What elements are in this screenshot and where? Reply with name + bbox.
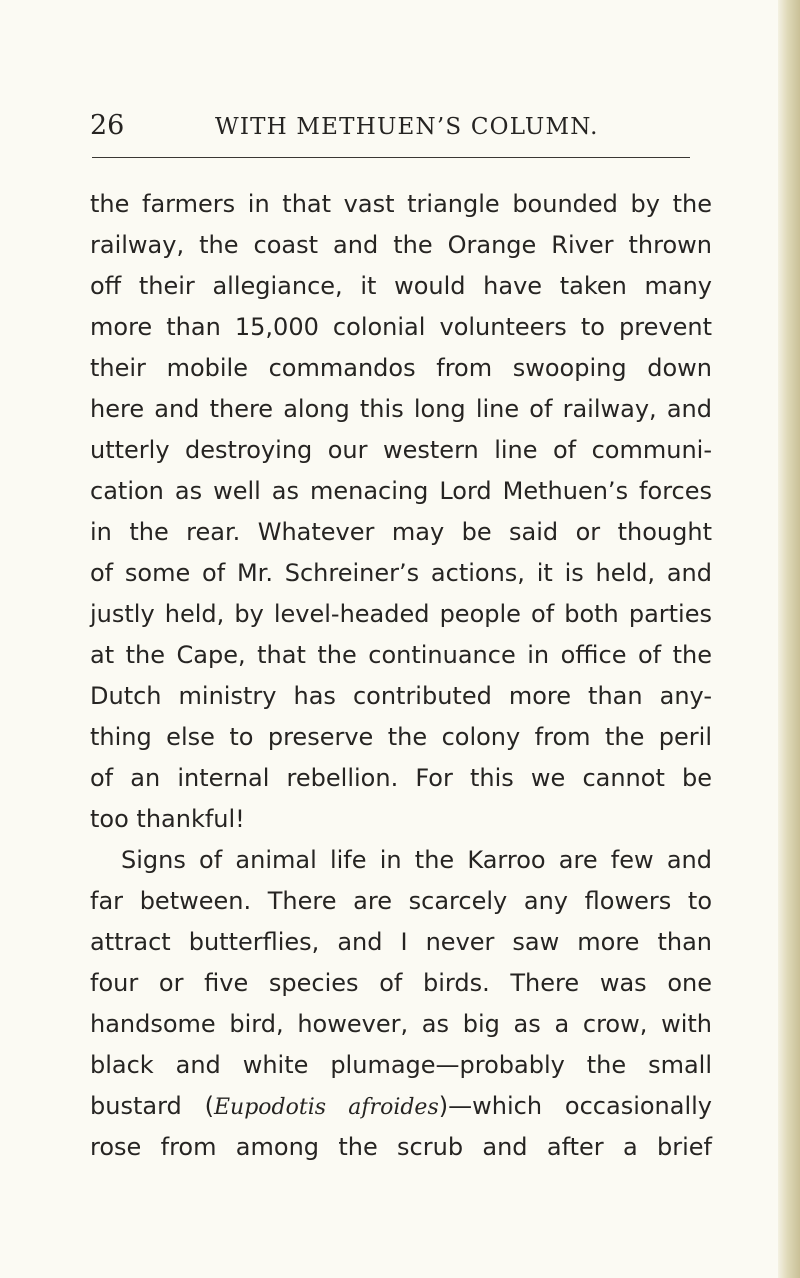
text-line: attract butterflies, and I never saw more than	[90, 928, 712, 956]
paragraph-start-line: Signs of animal life in the Karroo are few and	[121, 846, 712, 874]
body-text	[90, 184, 712, 1168]
text-line: justly held, by level-headed people of both parties	[90, 600, 712, 628]
text-line: cation as well as menacing Lord Methuen’s forces	[90, 477, 712, 505]
text-line: of some of Mr. Schreiner’s actions, it is held, and	[90, 559, 712, 587]
page-number: 26	[90, 110, 125, 141]
text-line: rose from among the scrub and after a brief	[90, 1133, 712, 1161]
text-line: in the rear. Whatever may be said or thought	[90, 518, 712, 546]
text-line: the farmers in that vast triangle bounded by the	[90, 190, 712, 218]
page-header	[90, 108, 710, 152]
text-line: four or five species of birds. There was one	[90, 969, 712, 997]
text-line: of an internal rebellion. For this we cannot be	[90, 764, 712, 792]
species-name: Eupodotis afroides	[214, 1095, 439, 1120]
running-title: WITH METHUEN’S COLUMN.	[215, 114, 599, 140]
text-line: off their allegiance, it would have taken many	[90, 272, 712, 300]
header-rule	[92, 157, 690, 158]
page-edge-shading	[778, 0, 800, 1278]
paragraph-end-line: too thankful!	[90, 805, 245, 833]
text-line: their mobile commandos from swooping down	[90, 354, 712, 382]
text-line: far between. There are scarcely any flowers to	[90, 887, 712, 915]
text-line-with-species-name	[90, 1086, 712, 1127]
text-line: utterly destroying our western line of communi-	[90, 436, 712, 464]
text-line: more than 15,000 colonial volunteers to prevent	[90, 313, 712, 341]
text-line: black and white plumage—probably the small	[90, 1051, 712, 1079]
text-line: at the Cape, that the continuance in office of the	[90, 641, 712, 669]
line-text-before: bustard (	[90, 1092, 214, 1120]
text-line: railway, the coast and the Orange River thrown	[90, 231, 712, 259]
text-line: here and there along this long line of railway, and	[90, 395, 712, 423]
text-line: thing else to preserve the colony from the peril	[90, 723, 712, 751]
text-line: Dutch ministry has contributed more than any-	[90, 682, 712, 710]
text-line: handsome bird, however, as big as a crow, with	[90, 1010, 712, 1038]
line-text-after: )—which occasionally	[438, 1092, 712, 1120]
